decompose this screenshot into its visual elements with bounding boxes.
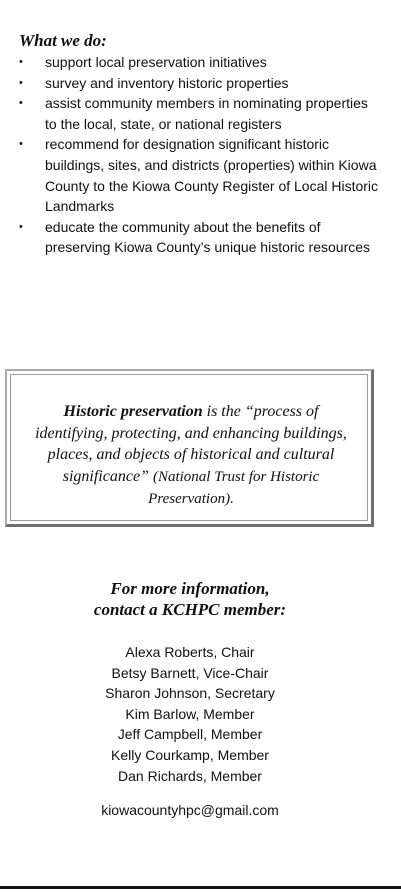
member-item: Betsy Barnett, Vice-Chair <box>111 664 269 681</box>
contact-heading <box>0 578 380 620</box>
what-we-do-heading: What we do: <box>19 31 107 50</box>
member-item: Kelly Courkamp, Member <box>111 746 269 763</box>
member-item: Jeff Campbell, Member <box>117 726 263 743</box>
list-item-text: assist community members in nominating properties to the local, state, or national registers <box>45 95 368 132</box>
member-item: Kim Barlow, Member <box>125 705 255 722</box>
quote-inner-frame <box>10 374 368 521</box>
bottom-divider <box>0 886 401 889</box>
definition-quote-box <box>5 369 374 527</box>
bullet-icon: • <box>19 220 23 233</box>
bullet-icon: • <box>19 76 23 89</box>
list-item <box>0 93 380 134</box>
list-item <box>0 134 380 216</box>
list-item <box>0 73 380 94</box>
list-item-text: recommend for designation significant historic buildings, sites, and districts (properties) within Kiowa County to the Kiowa County Register of Local Historic Landmarks <box>45 136 379 215</box>
contact-email[interactable]: kiowacountyhpc@gmail.com <box>101 802 279 818</box>
list-item-text: educate the community about the benefits of preserving Kiowa County’s unique historic resources <box>45 218 371 256</box>
member-item: Sharon Johnson, Secretary <box>105 685 275 702</box>
contact-heading-line1: For more information, <box>110 579 270 598</box>
quote-term: Historic preservation <box>63 403 203 420</box>
bullet-icon: • <box>19 56 23 68</box>
list-item-text: survey and inventory historic properties <box>45 74 289 91</box>
member-item: Alexa Roberts, Chair <box>125 644 255 660</box>
list-item <box>0 52 380 73</box>
quote-body: is the “process of identifying, protecting, and enhancing buildings, places, and objects of historical and cultural significance” <box>35 403 347 485</box>
what-we-do-list <box>0 52 380 258</box>
list-item <box>0 217 380 258</box>
definition-quote <box>31 401 351 511</box>
member-list <box>0 642 380 786</box>
member-item: Dan Richards, Member <box>118 767 262 784</box>
quote-source: (National Trust for Historic Preservation). <box>148 468 320 508</box>
bullet-icon: • <box>19 97 23 110</box>
contact-heading-line2: contact a KCHPC member: <box>93 600 287 619</box>
list-item-text: support local preservation initiatives <box>45 54 267 70</box>
bullet-icon: • <box>19 138 23 151</box>
